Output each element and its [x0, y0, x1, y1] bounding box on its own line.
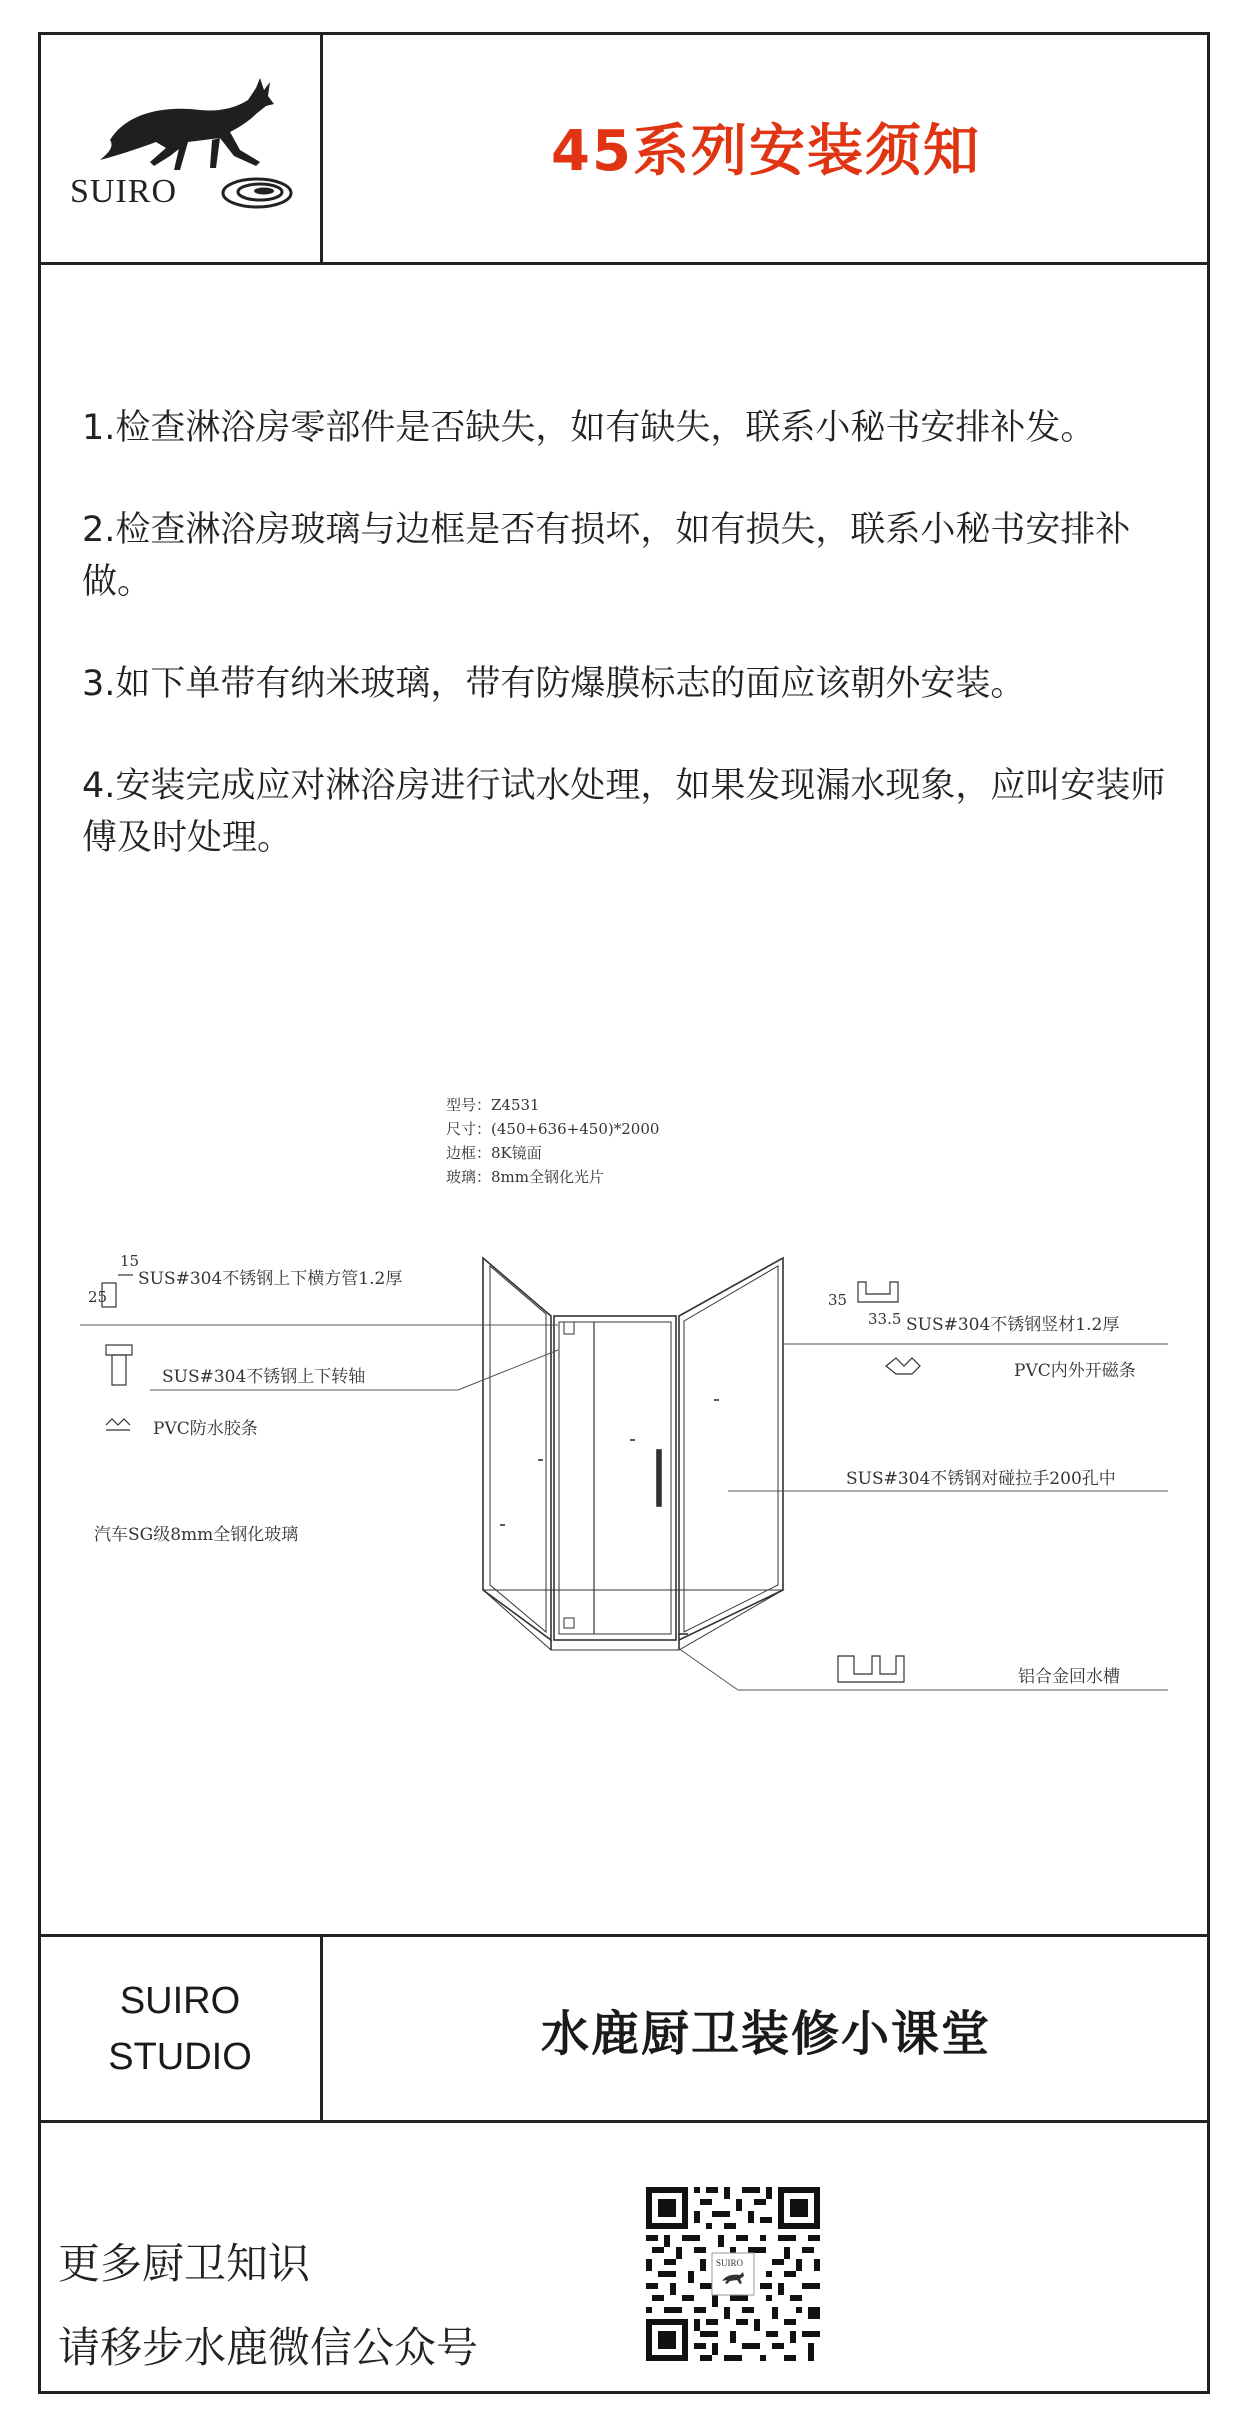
footer-title: 水鹿厨卫装修小课堂 — [540, 2005, 991, 2062]
header-divider — [38, 262, 1210, 265]
note-item: 3.如下单带有纳米玻璃，带有防爆膜标志的面应该朝外安装。 — [82, 664, 1026, 704]
more-knowledge-text — [58, 2222, 478, 2390]
qr-center-logo-text: SUIRO — [716, 2258, 744, 2268]
note-item: 2.检查淋浴房玻璃与边框是否有损坏，如有损失，联系小秘书安排补做。 — [82, 510, 1131, 602]
spec-frame: 边框：8K镜面 — [446, 1144, 542, 1162]
dim-33-5: 33.5 — [868, 1310, 902, 1328]
component-seal — [106, 1419, 130, 1430]
label-glass: 汽车SG级8mm全钢化玻璃 — [94, 1525, 299, 1545]
label-tube: SUS#304不锈钢上下横方管1.2厚 — [138, 1269, 403, 1289]
brand-line-2: STUDIO — [108, 2036, 252, 2078]
label-channel: 铝合金回水槽 — [1018, 1667, 1120, 1687]
suiro-logo — [70, 70, 300, 220]
component-profile — [858, 1282, 898, 1302]
spec-glass: 玻璃：8mm全钢化光片 — [446, 1168, 604, 1186]
more-line-1: 更多厨卫知识 — [58, 2239, 311, 2288]
note-item: 4.安装完成应对淋浴房进行试水处理，如果发现漏水现象，应叫安装师傅及时处理。 — [82, 766, 1166, 858]
label-seal: PVC防水胶条 — [153, 1419, 258, 1439]
spec-model: 型号：Z4531 — [446, 1096, 540, 1114]
qr-code-icon[interactable] — [646, 2187, 820, 2361]
logo-text: SUIRO — [70, 173, 178, 210]
technical-drawing-svg — [38, 1070, 1210, 1720]
suiro-studio-brand — [38, 1936, 322, 2122]
spec-size: 尺寸：(450+636+450)*2000 — [446, 1120, 660, 1138]
component-pivot — [106, 1345, 132, 1385]
installation-notes — [82, 402, 1182, 914]
label-pivot: SUS#304不锈钢上下转轴 — [162, 1367, 366, 1387]
page-title: 45系列安装须知 — [551, 119, 981, 184]
dim-35: 35 — [828, 1291, 848, 1309]
deer-logo-icon — [70, 70, 300, 180]
dim-25: 25 — [88, 1288, 108, 1306]
dim-15: 15 — [120, 1252, 140, 1270]
label-handle: SUS#304不锈钢对碰拉手200孔中 — [846, 1469, 1116, 1489]
qr-center-deer-icon — [720, 2271, 746, 2285]
label-profile: SUS#304不锈钢竖材1.2厚 — [906, 1315, 1120, 1335]
brand-line-1: SUIRO — [119, 1980, 241, 2022]
label-magnet: PVC内外开磁条 — [1014, 1361, 1136, 1381]
water-ripple-icon — [220, 170, 294, 216]
enclosure-outline — [483, 1258, 783, 1650]
more-line-2: 请移步水鹿微信公众号 — [58, 2323, 479, 2372]
note-item: 1.检查淋浴房零部件是否缺失，如有缺失，联系小秘书安排补发。 — [82, 408, 1096, 448]
shower-enclosure-drawing — [38, 1070, 1210, 1720]
component-channel — [838, 1656, 904, 1682]
component-magnet — [886, 1358, 920, 1374]
